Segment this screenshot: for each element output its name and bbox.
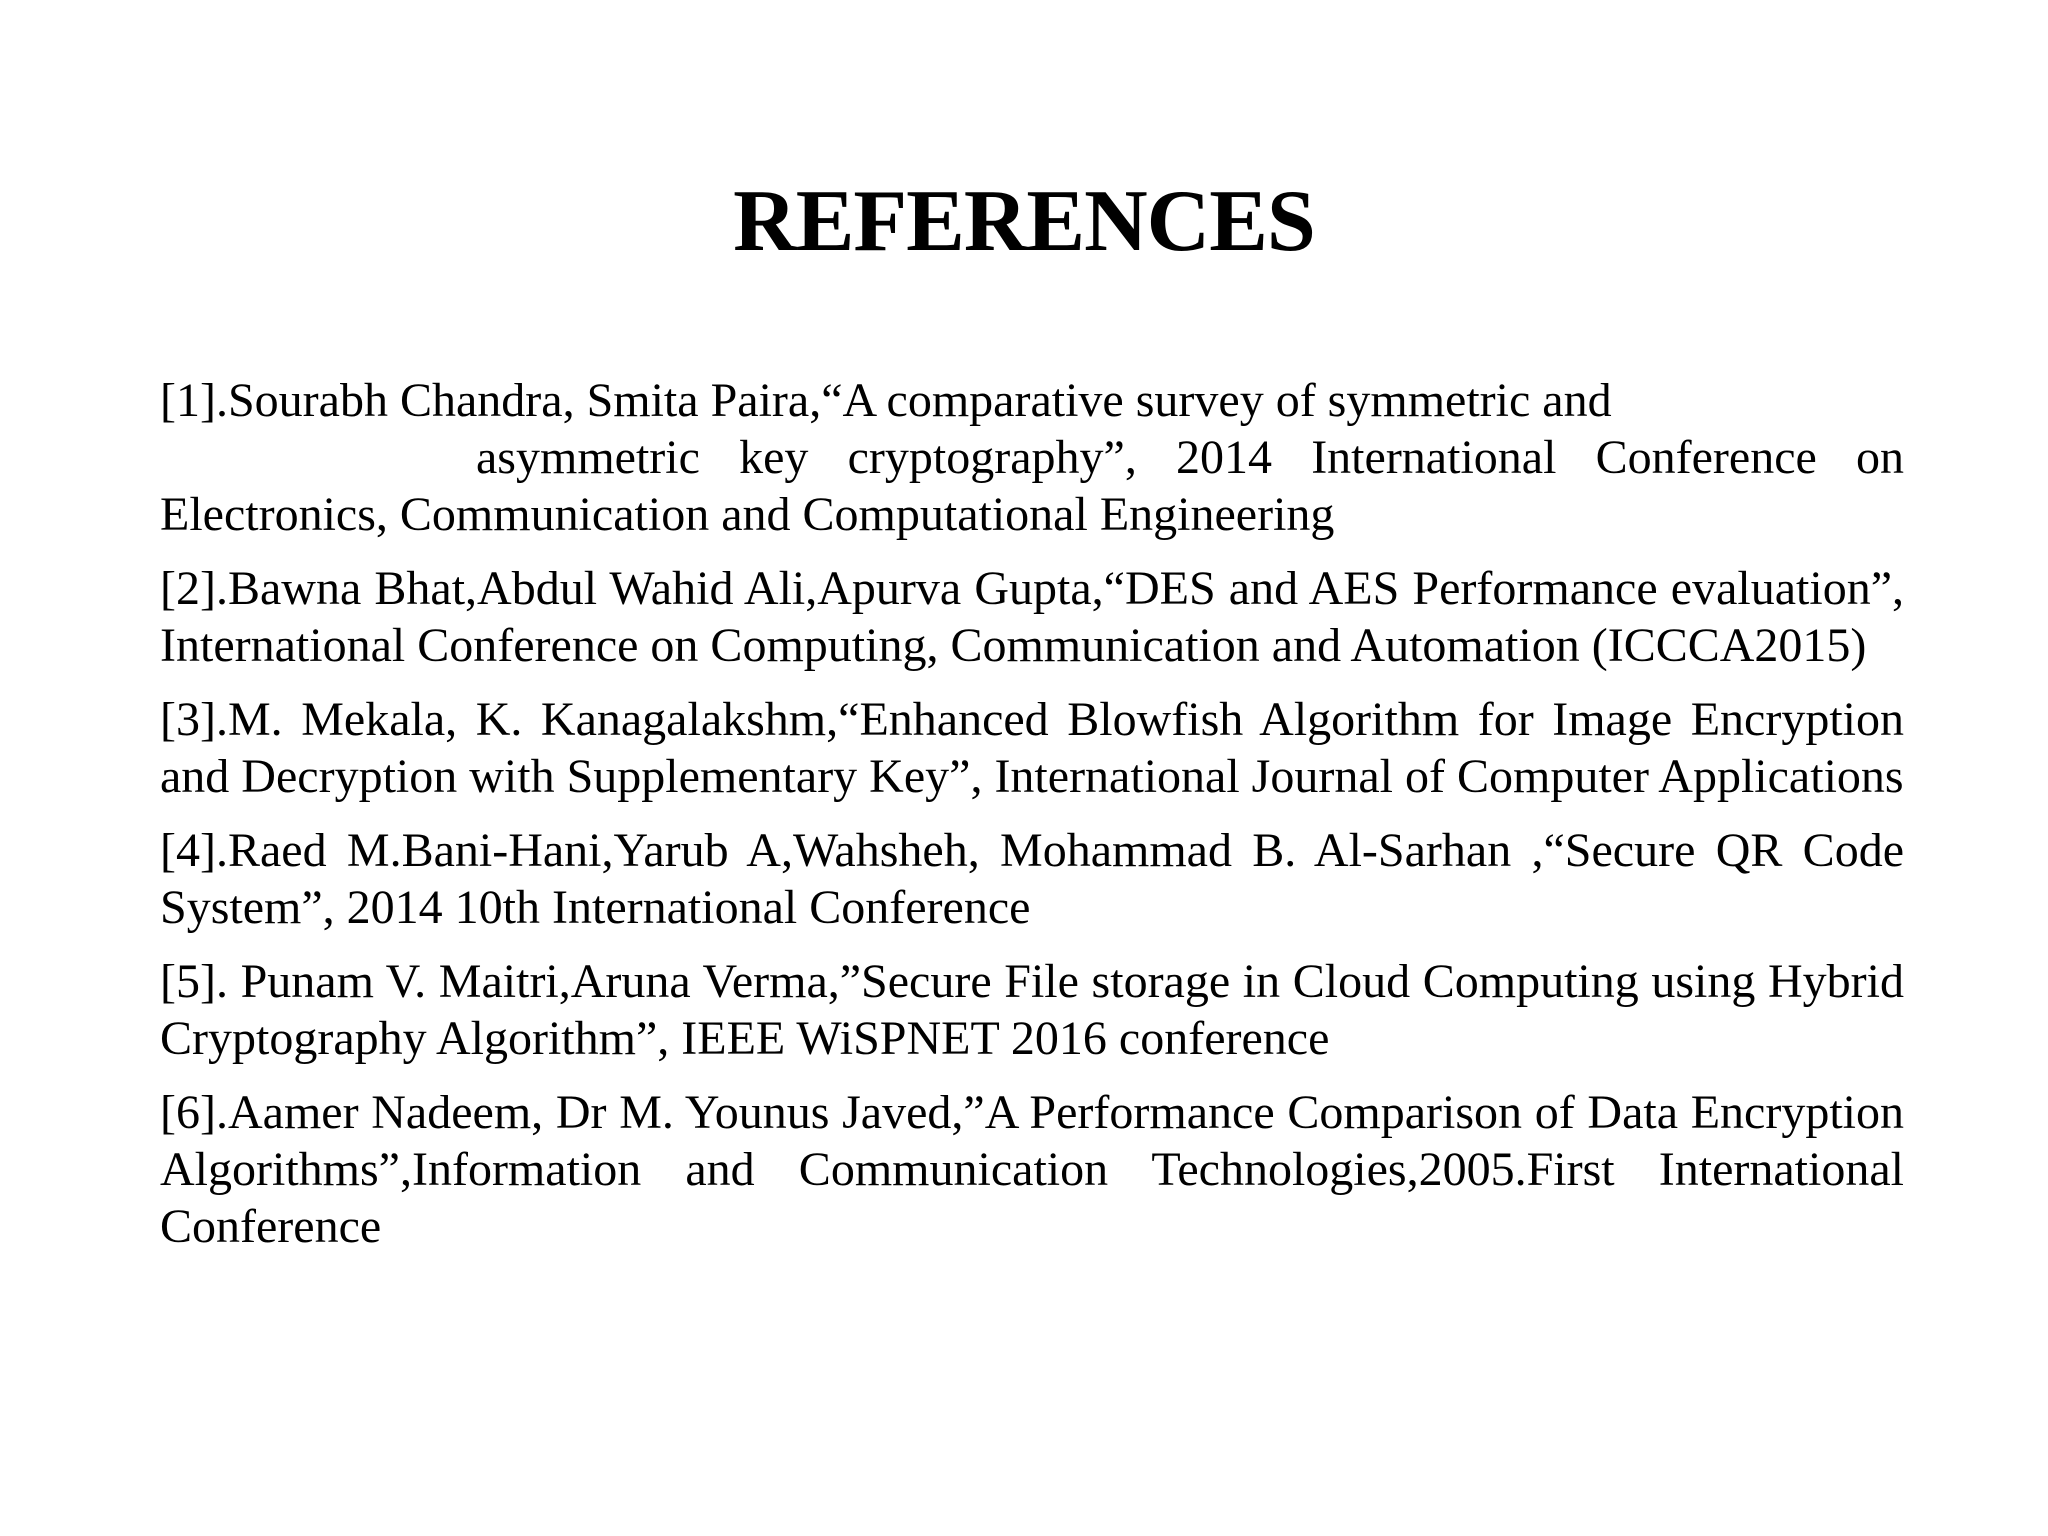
reference-1-line-2: asymmetric key cryptography”, 2014 International Conference on	[476, 431, 1904, 484]
reference-item-1	[160, 372, 1904, 543]
reference-item-2: [2].Bawna Bhat,Abdul Wahid Ali,Apurva Gupta,“DES and AES Performance evaluation”, International Conference on Computing, Communication and Automation (ICCCA2015)	[160, 562, 1904, 672]
reference-list	[160, 372, 1904, 1272]
reference-item-4: [4].Raed M.Bani-Hani,Yarub A,Wahsheh, Mohammad B. Al-Sarhan ,“Secure QR Code System”, 2014 10th International Conference	[160, 824, 1904, 934]
reference-item-6: [6].Aamer Nadeem, Dr M. Younus Javed,”A Performance Comparison of Data Encryption Algorithms”,Information and Communication Technologies,2005.First International Conference	[160, 1086, 1904, 1253]
reference-1-line-1: [1].Sourabh Chandra, Smita Paira,“A comparative survey of symmetric and	[160, 374, 1612, 427]
page-title: REFERENCES	[733, 173, 1315, 270]
reference-item-3: [3].M. Mekala, K. Kanagalakshm,“Enhanced Blowfish Algorithm for Image Encryption and Decryption with Supplementary Key”, International Journal of Computer Applications	[160, 693, 1904, 803]
reference-1-line-3: Electronics, Communication and Computational Engineering	[160, 488, 1335, 541]
reference-item-5: [5]. Punam V. Maitri,Aruna Verma,”Secure File storage in Cloud Computing using Hybrid Cryptography Algorithm”, IEEE WiSPNET 2016 conference	[160, 955, 1904, 1065]
